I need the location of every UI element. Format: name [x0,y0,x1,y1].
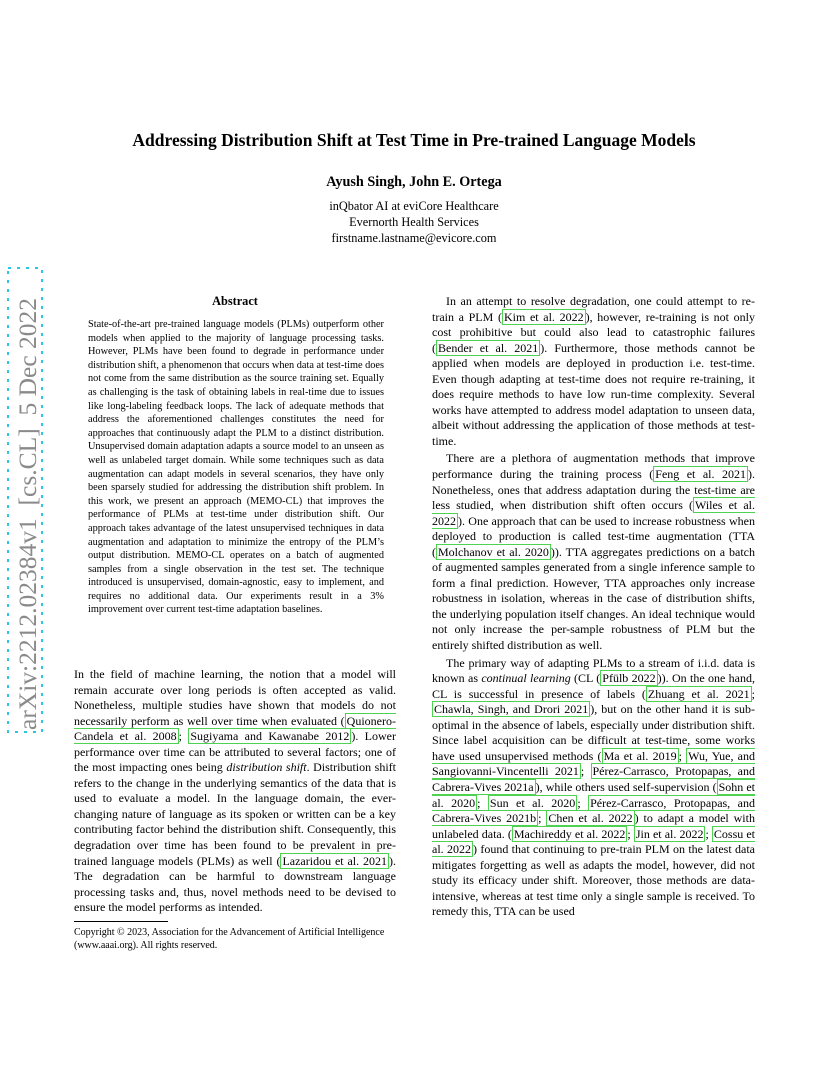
citation-link[interactable]: Ma et al. 2019 [603,748,677,763]
arxiv-sidebar[interactable] [6,266,44,734]
text-run: ; [627,826,634,841]
text-run: ) to adapt a model with unlabeled data. ( [432,811,755,841]
abstract-text: State-of-the-art pre-trained language models (PLMs) outperform other models when applied to the majority of language processing tasks. However, PLMs have been found to degrade in performance under distribution shift, a phenomenon that occurs when data at test-time does not come from the same distribution as the source training set. Equally as challenging is the task of obtaining labels in real-time due to issues like long-labeling feedback loops. The lack of adequate methods that address the aforementioned challenges constitutes the need for approaches that continuously adapt the PLM to a distinct distribution. Unsupervised domain adaptation adapts a source model to an unseen as well as unlabeled target domain. While some techniques such as data augmentation can adapt models in several scenarios, they have only been sparsely studied for addressing the distribution shift problem. In this work, we present an approach (MEMO-CL) that improves the performance of PLMs at test-time under distribution shift. Our approach takes advantage of the latest unsupervised techniques in data augmentation and adaptation to minimize the entropy of the PLM’s output distribution. MEMO-CL operates on a batch of augmented samples from a single observation in the test set. The technique introduced is unsupervised, domain-agnostic, easy to implement, and requires no additional data. Our experiments result in a 3% improvement over current test-time adaptation baselines. [88,319,384,616]
emphasis-term: continual learning [481,671,571,686]
paragraph-continual-learning [432,656,755,920]
text-run: ; [577,795,589,810]
citation-link[interactable]: Pfülb 2022 [602,671,656,686]
citation-link[interactable]: Sun et al. 2020 [489,795,576,810]
citation-link[interactable]: Quionero-Candela et al. 2008 [74,713,396,744]
text-run: ; [538,811,547,826]
citation-link[interactable]: Bender et al. 2021 [438,340,539,355]
text-run: There are a plethora of augmentation methods that improve performance during the training process ( [432,451,755,482]
text-run: ; [678,748,687,763]
affiliation [0,198,828,246]
arxiv-stamp [6,266,44,734]
citation-link[interactable]: Chen et al. 2022 [548,811,633,826]
copyright-footnote: Copyright © 2023, Association for the Advancement of Artificial Intelligence (www.aaai.org). All rights reserved. [74,927,385,951]
citation-link[interactable]: Pérez-Carrasco, Protopapas, and Cabrera-Vives 2021b [432,795,755,826]
abstract-heading: Abstract [212,294,258,308]
citation-link[interactable]: Pérez-Carrasco, Protopapas, and Cabrera-Vives 2021a [432,764,755,794]
citation-link[interactable]: Wiles et al. 2022 [432,498,755,528]
text-run: )). On the one hand, CL is successful in presence of labels ( [432,671,755,701]
citation-link[interactable]: Sohn et al. 2020 [432,779,755,810]
paragraph-augmentation [432,451,755,653]
citation-link[interactable]: Molchanov et al. 2020 [438,544,549,559]
text-run: ). The degradation can be harmful to downstream language processing tasks and, thus, novel methods need to be devised to ensure the model performs as intended. [74,853,396,915]
text-run: . Distribution shift refers to the change in the underlying semantics of the data that is used to evaluate a model. In the language domain, the ever-changing nature of language as its spoken or written can be a key contributing factor behind the distribution shift. Consequently, this degradation over time has been found to be prevalent in pre-trained language models (PLMs) as well ( [74,760,396,868]
affiliation-email: firstname.lastname@evicore.com [331,231,497,245]
intro-column [74,667,396,916]
citation-link[interactable]: Jin et al. 2022 [635,826,704,841]
text-run: ), while others used self-supervision ( [535,779,717,794]
text-run: ). One approach that can be used to increase robustness when deployed to production is called test-time augmentation (TTA ( [432,513,755,559]
affiliation-line-2: Evernorth Health Services [349,215,479,229]
text-run: ; [178,729,189,744]
text-run: ; [751,686,755,701]
text-run: ). Lower performance over time can be attributed to several factors; one of the most impacting ones being [74,729,396,775]
citation-link[interactable]: Wu, Yue, and Sangiovanni-Vincentelli 2021 [432,748,756,779]
citation-link[interactable]: Cossu et al. 2022 [432,826,755,857]
text-run: (CL ( [570,671,601,686]
text-run: ), but on the other hand it is sub-optimal in the absence of labels, especially under distribution shift. Since label acquisition can be difficult at test-time, some works have used unsupervised methods ( [432,702,755,763]
affiliation-line-1: inQbator AI at eviCore Healthcare [329,199,499,213]
text-run: ; [580,764,591,779]
text-run: ; [477,795,488,810]
citation-link[interactable]: Sugiyama and Kawanabe 2012 [190,729,350,744]
text-run: ). Nonetheless, ones that address adaptation during the test-time are less studied, when distribution shift often occurs ( [432,467,755,513]
text-run: The primary way of adapting PLMs to a stream of i.i.d. data is known as [432,655,755,686]
text-run: In an attempt to resolve degradation, one could attempt to re-train a PLM ( [432,294,755,324]
text-run: In the field of machine learning, the notion that a model will remain accurate over long periods is often accepted as valid. Nonetheless, multiple studies have shown that models do not necessarily perform as well over time when evaluated ( [74,667,396,728]
citation-link[interactable]: Zhuang et al. 2021 [647,686,750,701]
paper-authors: Ayush Singh, John E. Ortega [326,174,502,190]
paper-title: Addressing Distribution Shift at Test Time in Pre-trained Language Models [132,130,696,150]
emphasis-term: distribution shift [226,760,307,775]
citation-link[interactable]: Chawla, Singh, and Drori 2021 [434,702,589,717]
citation-link[interactable]: Machireddy et al. 2022 [513,826,626,841]
right-column [432,294,755,920]
text-run: ; [705,826,712,841]
arxiv-id-text: arXiv:2212.02384v1 [cs.CL] 5 Dec 2022 [13,297,42,730]
citation-link[interactable]: Lazaridou et al. 2021 [282,853,387,868]
citation-link[interactable]: Feng et al. 2021 [655,467,746,482]
text-run: )). TTA aggregates predictions on a batch of augmented samples generated from a single inference sample to form a final prediction. However, TTA approaches only increase robustness in isolation, whereas in the case of distribution shifts, the underlying population itself changes. An ideal technique would not only increase the per-sample robustness of PLM but the entirely shifted distribution as well. [432,544,755,653]
paragraph-retraining [432,294,755,449]
footnote-rule [74,921,168,922]
text-run: ) found that continuing to pre-train PLM on the latest data mitigates forgetting as well as adapts the model, however, did not study its efficacy under shift. Moreover, those methods are data-intensive, whereas at test time only a single sample is received. To remedy this, TTA can be used [432,842,755,919]
text-run: ), however, re-training is not only cost prohibitive but could also lead to catastrophic failures ( [432,309,755,355]
intro-paragraph [74,667,396,916]
citation-link[interactable]: Kim et al. 2022 [503,309,584,324]
text-run: ). Furthermore, those methods cannot be applied when models are deployed in production i.e. test-time. Even though adapting at test-time does not require re-training, it does require methods to have low run-time complexity. Several works have attempted to address model adaptation to unseen data, albeit without addressing the application of those methods at test-time. [432,340,755,448]
